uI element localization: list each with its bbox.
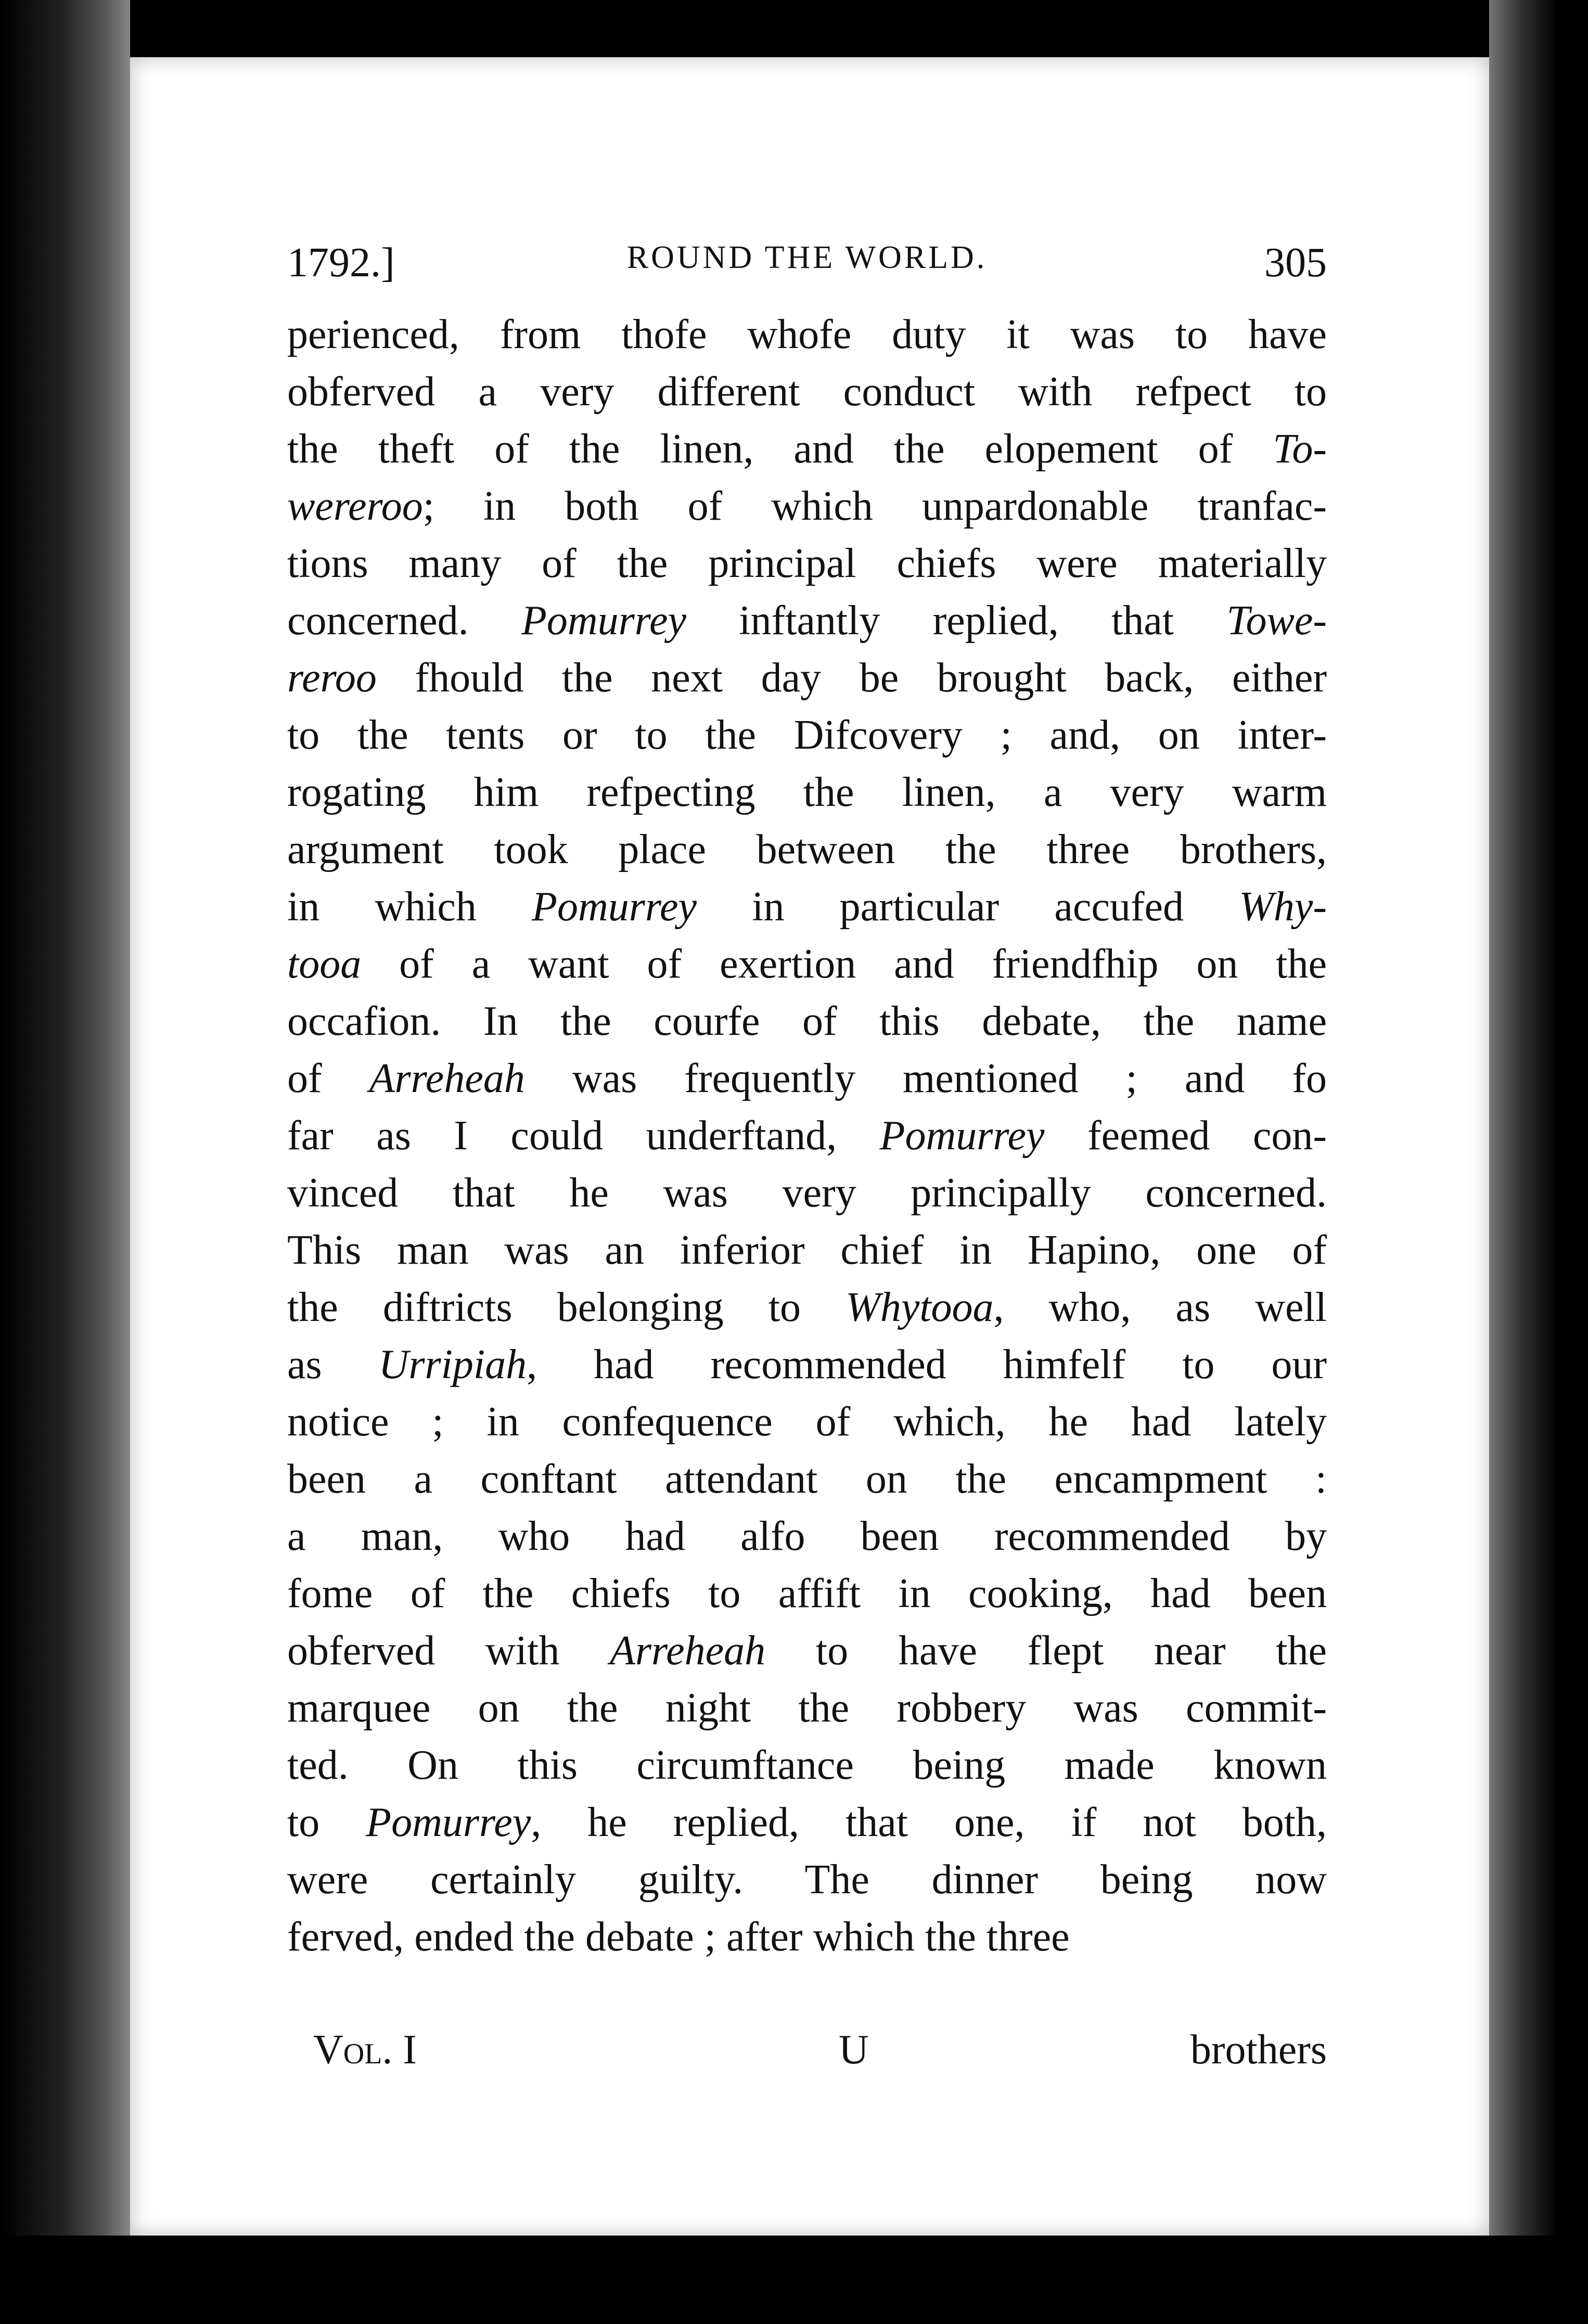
text-line (287, 878, 1327, 935)
text-segment: were certainly guilty. The dinner being now (287, 1857, 1327, 1903)
text-line (287, 420, 1327, 478)
text-line (287, 1450, 1327, 1508)
text-line (287, 1107, 1327, 1164)
page-header (287, 234, 1327, 297)
italic-name: Towe- (1226, 598, 1327, 644)
text-line (287, 1050, 1327, 1107)
text-segment: perienced, from thofe whofe duty it was to have (287, 312, 1327, 357)
text-segment: , had recommended himfelf to our (527, 1342, 1327, 1388)
text-segment: notice ; in confequence of which, he had lately (287, 1399, 1327, 1445)
text-segment: ; in both of which unpardonable tranfac- (422, 483, 1327, 529)
running-title: ROUND THE WORLD. (626, 240, 988, 275)
text-line (287, 1336, 1327, 1393)
text-segment: feemed con- (1044, 1113, 1327, 1159)
text-segment: to (287, 1800, 366, 1845)
text-segment: This man was an inferior chief in Hapino, one of (287, 1227, 1327, 1273)
text-segment: of (287, 1056, 369, 1101)
scan-edge-right (1489, 0, 1588, 2324)
text-line (287, 306, 1327, 363)
page-number: 305 (1264, 240, 1327, 286)
book-page (130, 57, 1489, 2236)
signature-volume: Vol. I (313, 2027, 417, 2073)
italic-name: Whytooa (846, 1285, 994, 1330)
text-line (287, 935, 1327, 993)
text-line (287, 1794, 1327, 1851)
italic-name: Arreheah (609, 1628, 766, 1674)
text-line (287, 649, 1327, 707)
text-line (287, 993, 1327, 1050)
text-line (287, 592, 1327, 649)
text-line (287, 1565, 1327, 1622)
text-segment: fhould the next day be brought back, either (376, 655, 1327, 701)
text-segment: obferved a very different conduct with refpect to (287, 369, 1327, 415)
text-segment: , he replied, that one, if not both, (531, 1800, 1327, 1845)
italic-name: Why- (1239, 884, 1327, 930)
text-line (287, 1393, 1327, 1450)
text-segment: as (287, 1342, 379, 1388)
text-line (287, 1508, 1327, 1565)
text-segment: in particular accufed (697, 884, 1239, 930)
text-line (287, 535, 1327, 592)
body-text (287, 306, 1327, 1966)
text-line (287, 764, 1327, 821)
text-line (287, 1279, 1327, 1336)
italic-name: Urripiah (378, 1342, 527, 1388)
italic-name: Pomurrey (521, 598, 686, 644)
text-segment: argument took place between the three brothers, (287, 827, 1327, 872)
text-segment: , who, as well (993, 1285, 1327, 1330)
italic-name: reroo (287, 655, 377, 701)
italic-name: Pomurrey (532, 884, 697, 930)
text-segment: concerned. (287, 598, 521, 644)
italic-name: To- (1273, 426, 1327, 472)
text-segment: marquee on the night the robbery was commit- (287, 1685, 1327, 1731)
text-segment: of a want of exertion and friendfhip on the (361, 941, 1327, 987)
text-segment: to the tents or to the Difcovery ; and, on inter- (287, 712, 1327, 758)
text-segment: been a conftant attendant on the encampment : (287, 1456, 1327, 1502)
text-line (287, 707, 1327, 764)
text-line (287, 1222, 1327, 1279)
text-segment: ted. On this circumftance being made known (287, 1742, 1327, 1788)
text-segment: inftantly replied, that (686, 598, 1227, 644)
italic-name: Pomurrey (366, 1800, 531, 1845)
text-line (287, 1679, 1327, 1737)
italic-name: tooa (287, 941, 362, 987)
scan-edge-bottom (0, 2236, 1588, 2324)
signature-letter: U (839, 2027, 869, 2073)
catchword: brothers (1190, 2027, 1327, 2073)
text-line (287, 1622, 1327, 1679)
text-segment: vinced that he was very principally concerned. (287, 1170, 1327, 1216)
scan-edge-left (0, 0, 130, 2324)
text-line (287, 1851, 1327, 1908)
scan-edge-top (0, 0, 1588, 57)
text-segment: in which (287, 884, 532, 930)
text-segment: fome of the chiefs to affift in cooking, had been (287, 1571, 1327, 1616)
text-segment: was frequently mentioned ; and fo (524, 1056, 1327, 1101)
text-line (287, 478, 1327, 535)
text-line (287, 1737, 1327, 1794)
text-segment: rogating him refpecting the linen, a very warm (287, 769, 1327, 815)
text-segment: the theft of the linen, and the elopement of (287, 426, 1273, 472)
text-line (287, 821, 1327, 878)
text-segment: a man, who had alfo been recommended by (287, 1513, 1327, 1559)
text-line (287, 1164, 1327, 1222)
header-year: 1792.] (287, 240, 395, 286)
text-segment: far as I could underftand, (287, 1113, 880, 1159)
text-line (287, 1908, 1327, 1966)
text-segment: to have flept near the (765, 1628, 1327, 1674)
text-segment: ferved, ended the debate ; after which the three (287, 1914, 1070, 1960)
italic-name: wereroo (287, 483, 423, 529)
text-segment: obferved with (287, 1628, 610, 1674)
italic-name: Arreheah (369, 1056, 525, 1101)
text-segment: the diftricts belonging to (287, 1285, 846, 1330)
italic-name: Pomurrey (879, 1113, 1045, 1159)
text-segment: tions many of the principal chiefs were materially (287, 541, 1327, 586)
text-segment: occafion. In the courfe of this debate, the name (287, 998, 1327, 1044)
text-line (287, 363, 1327, 420)
page-footer (287, 2026, 1327, 2084)
